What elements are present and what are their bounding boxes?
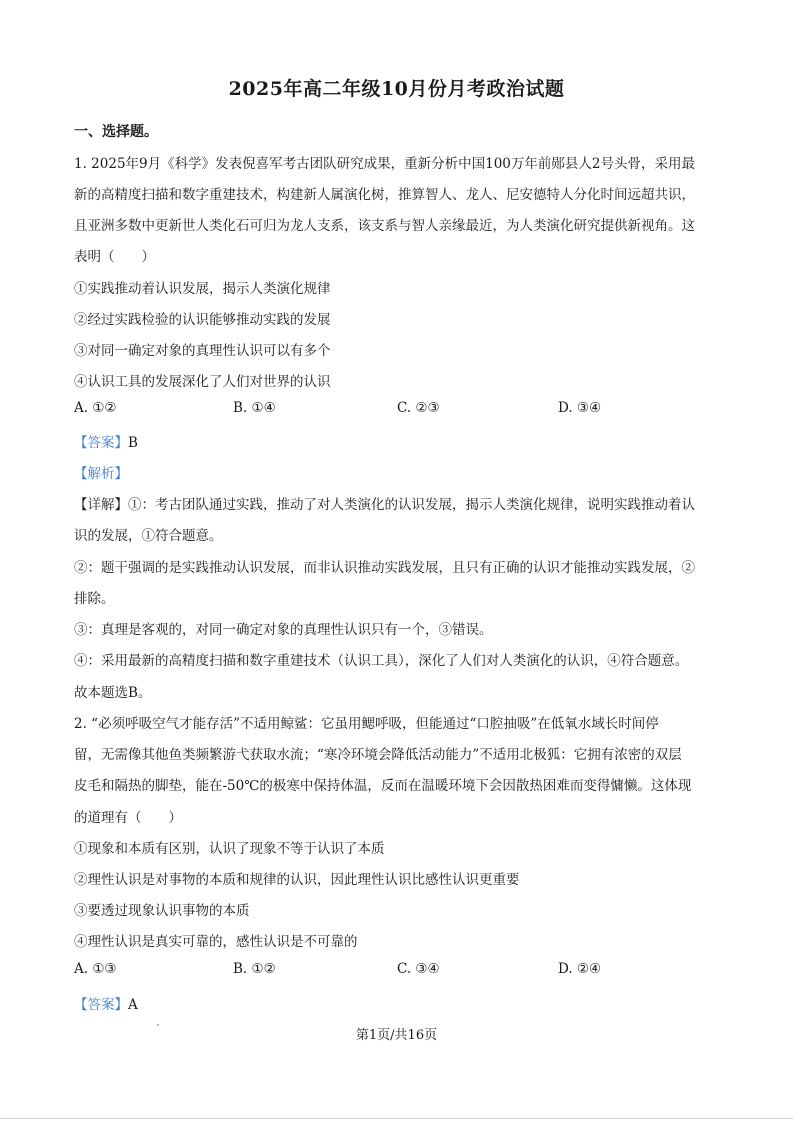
q1-statement: ④认识工具的发展深化了人们对世界的认识 — [74, 374, 331, 390]
q1-detail-line: 故本题选B。 — [74, 685, 152, 701]
q2-option-b: B. ①② — [233, 961, 276, 977]
q1-answer — [74, 431, 138, 451]
q2-option-c: C. ③④ — [397, 961, 440, 977]
page-footer: 第1页/共16页 — [355, 1028, 438, 1043]
section-heading: 一、选择题。 — [74, 124, 158, 140]
q2-statement: ②理性认识是对事物的本质和规律的认识，因此理性认识比感性认识更重要 — [74, 872, 520, 888]
q2-option-d: D. ②④ — [558, 961, 602, 977]
q1-stem-line: 且亚洲多数中更新世人类化石可归为龙人支系，该支系与智人亲缘最近，为人类演化研究提供新视角。这 — [74, 218, 695, 234]
q1-statement: ②经过实践检验的认识能够推动实践的发展 — [74, 312, 331, 328]
page-bottom-rule — [0, 1118, 793, 1119]
q1-stem-line: 新的高精度扫描和数字重建技术，构建新人属演化树，推算智人、龙人、尼安德特人分化时间远超共识， — [74, 187, 695, 203]
q2-stem-line: 2. “必须呼吸空气才能存活”不适用鲸鲨：它虽用鳃呼吸，但能通过“口腔抽吸”在低氧水域长时间停 — [74, 716, 659, 732]
detail-text: ①：考古团队通过实践，推动了对人类演化的认识发展，揭示人类演化规律，说明实践推动着认 — [128, 497, 695, 513]
q2-statement: ①现象和本质有区别，认识了现象不等于认识了本质 — [74, 841, 385, 857]
page-title: 2025年高二年级10月份月考政治试题 — [228, 78, 565, 100]
q2-stem-line: 的道理有（ ） — [74, 810, 182, 826]
q1-stem-line: 1. 2025年9月《科学》发表倪喜军考古团队研究成果，重新分析中国100万年前郧县人2号头骨，采用最 — [74, 156, 695, 172]
q2-answer — [74, 993, 138, 1013]
q1-statement: ③对同一确定对象的真理性认识可以有多个 — [74, 343, 331, 359]
q2-statement: ④理性认识是真实可靠的，感性认识是不可靠的 — [74, 934, 358, 950]
q1-detail-line — [74, 493, 695, 513]
q1-detail-line: ④：采用最新的高精度扫描和数字重建技术（认识工具），深化了人们对人类演化的认识，④符合题意。 — [74, 653, 689, 669]
q1-stem-line: 表明（ ） — [74, 249, 155, 265]
q1-option-c: C. ②③ — [397, 400, 440, 416]
q1-detail-line: ②：题干强调的是实践推动认识发展，而非认识推动实践发展，且只有正确的认识才能推动实践发展，② — [74, 560, 695, 576]
q1-analysis — [74, 462, 128, 482]
q1-option-a: A. ①② — [74, 400, 117, 416]
q1-detail-line: ③：真理是客观的，对同一确定对象的真理性认识只有一个，③错误。 — [74, 622, 493, 638]
detail-tag: 【详解】 — [74, 497, 128, 513]
q1-statement: ①实践推动着认识发展，揭示人类演化规律 — [74, 281, 331, 297]
q1-option-d: D. ③④ — [558, 400, 602, 416]
q1-detail-line: 识的发展，①符合题意。 — [74, 528, 223, 544]
q2-stem-line: 留，无需像其他鱼类频繁游弋获取水流；“寒冷环境会降低活动能力”不适用北极狐：它拥有浓密的双层 — [74, 747, 682, 763]
q2-statement: ③要透过现象认识事物的本质 — [74, 903, 250, 919]
q1-detail-line: 排除。 — [74, 591, 115, 607]
answer-value: B — [128, 435, 138, 451]
q2-option-a: A. ①③ — [74, 961, 117, 977]
q1-option-b: B. ①④ — [233, 400, 276, 416]
analysis-tag: 【解析】 — [74, 466, 128, 482]
answer-value: A — [128, 997, 138, 1013]
q2-stem-line: 皮毛和隔热的脚垫，能在-50℃的极寒中保持体温，反而在温暖环境下会因散热困难而变得慵懒。这体现 — [74, 778, 692, 794]
answer-tag: 【答案】 — [74, 435, 128, 451]
answer-tag: 【答案】 — [74, 997, 128, 1013]
